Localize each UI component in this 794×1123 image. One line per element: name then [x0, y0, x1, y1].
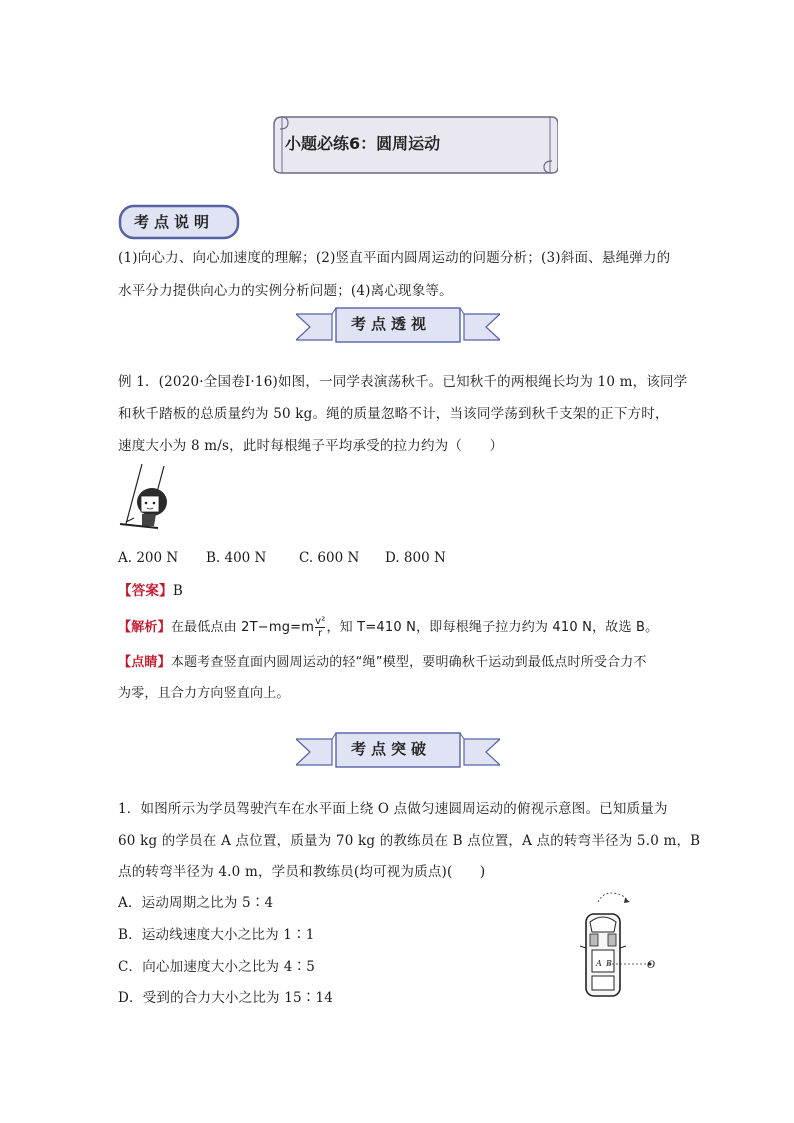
example-line-3: 速度大小为 8 m/s，此时每根绳子平均承受的拉力约为（ ） — [118, 438, 504, 454]
analysis-fraction — [315, 616, 325, 639]
comment-text-1: 本题考查竖直面内圆周运动的轻“绳”模型，要明确秋千运动到最低点时所受合力不 — [170, 655, 647, 670]
answer-label: 【答案】 — [118, 583, 173, 599]
ribbon-banner-2-label: 考点突破 — [351, 740, 432, 758]
question-option-c: C．向心加速度大小之比为 4∶5 — [118, 959, 315, 975]
answer-value: B — [172, 583, 183, 599]
figure-label-a: A — [596, 959, 602, 968]
answer-line — [118, 581, 183, 601]
question-line-2: 60 kg 的学员在 A 点位置，质量为 70 kg 的教练员在 B 点位置，A 点的转弯半径为 5.0 m，B — [118, 833, 701, 849]
car-topview-figure — [578, 888, 668, 1000]
fraction-denominator: r — [318, 628, 323, 639]
example-option-a: A. 200 N — [118, 550, 179, 566]
example-option-b: B. 400 N — [206, 550, 267, 566]
comment-line-2: 为零，且合力方向竖直向上。 — [118, 686, 290, 701]
intro-line-2: 水平分力提供向心力的实例分析问题；(4)离心现象等。 — [118, 283, 453, 299]
comment-line-1 — [118, 653, 647, 673]
example-option-d: D. 800 N — [385, 550, 446, 566]
example-line-2: 和秋千踏板的总质量约为 50 kg。绳的质量忽略不计，当该同学荡到秋千支架的正下方时， — [118, 406, 669, 422]
analysis-prefix: 在最低点由 2T−mg=m — [170, 620, 315, 635]
fraction-numerator: v² — [315, 616, 326, 627]
question-line-1: 1．如图所示为学员驾驶汽车在水平面上绕 O 点做匀速圆周运动的俯视示意图。已知质量为 — [118, 801, 668, 817]
analysis-line — [118, 616, 658, 639]
swing-figure — [112, 462, 184, 542]
question-line-3: 点的转弯半径为 4.0 m，学员和教练员(均可视为质点)( ) — [118, 864, 486, 880]
example-line-1: 例 1．(2020·全国卷Ⅰ·16)如图，一同学表演荡秋千。已知秋千的两根绳长均为 10 m，该同学 — [118, 374, 688, 390]
figure-label-b: B — [606, 959, 612, 968]
question-option-a: A．运动周期之比为 5∶4 — [118, 895, 274, 911]
comment-label: 【点睛】 — [118, 655, 171, 670]
example-option-c: C. 600 N — [299, 550, 360, 566]
page-title: 小题必练6：圆周运动 — [285, 134, 441, 153]
ribbon-banner-1-label: 考点透视 — [351, 315, 432, 333]
question-option-d: D．受到的合力大小之比为 15∶14 — [118, 990, 334, 1006]
analysis-label: 【解析】 — [118, 620, 171, 635]
intro-line-1: (1)向心力、向心加速度的理解；(2)竖直平面内圆周运动的问题分析；(3)斜面、悬绳弹力的 — [118, 250, 671, 266]
figure-label-o: O — [647, 960, 656, 971]
analysis-suffix: ，知 T=410 N，即每根绳子拉力约为 410 N，故选 B。 — [326, 620, 659, 635]
question-option-b: B．运动线速度大小之比为 1∶1 — [118, 927, 315, 943]
section-badge-label: 考点说明 — [134, 213, 215, 231]
